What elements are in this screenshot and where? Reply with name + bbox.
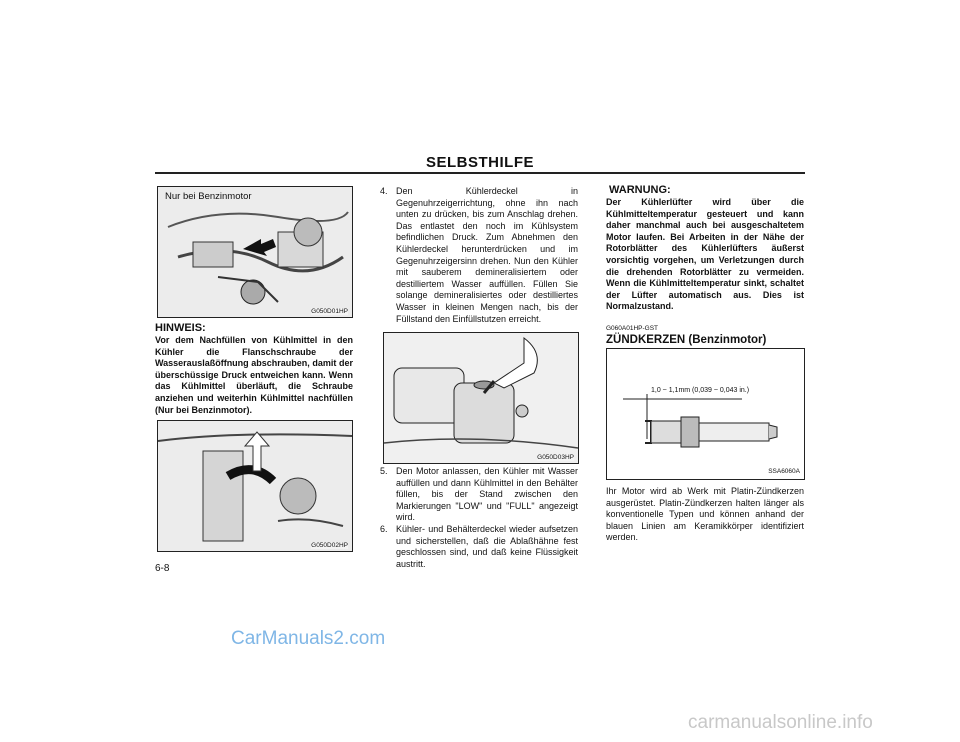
radiator-illustration (158, 421, 352, 551)
section-code: G060A01HP-GST (606, 325, 659, 332)
hinweis-title: HINWEIS: (155, 322, 206, 334)
figure-label: Nur bei Benzinmotor (165, 191, 252, 202)
figure-reservoir (383, 332, 579, 464)
header-rule (155, 172, 805, 174)
spark-plug-illustration (607, 349, 804, 479)
page-title: SELBSTHILFE (425, 154, 534, 171)
figure-spark-plug (606, 348, 805, 480)
figure-engine-bay (157, 186, 353, 318)
watermark-carmanuals: CarManuals2.com (231, 628, 386, 649)
hinweis-text: Vor dem Nachfüllen von Kühlmittel in den Kühler die Flanschschraube der Wasserauslaßöffnung abschrauben, damit der überschüssige Druck entweichen kann. Wenn das Kühlmittel überläuft, die Schraube anziehen und weiterhin Kühlmittel nachfüllen (Nur bei Benzinmotor). (155, 335, 353, 415)
watermark-online: carmanualsonline.info (688, 712, 873, 733)
spark-plug-text: Ihr Motor wird ab Werk mit Platin-Zündkerzen ausgerüstet. Platin-Zündkerzen halten länger als konventionelle Typen und können anhand der blauen Linien am Keramikkörper identifiziert werden. (606, 486, 804, 543)
figure-code: G050D02HP (311, 542, 348, 549)
step-number: 6. (380, 523, 388, 534)
step-text: Kühler- und Behälterdeckel wieder aufsetzen und sicherstellen, daß die Ablaßhähne fest geschlossen sind, und daß keine Flüssigkeit austritt. (396, 523, 578, 569)
page-number: 6-8 (155, 563, 170, 574)
section-title: ZÜNDKERZEN (Benzinmotor) (606, 334, 767, 346)
figure-radiator (157, 420, 353, 552)
step-4 (380, 186, 578, 325)
warnung-text: Der Kühlerlüfter wird über die Kühlmitteltemperatur gesteuert und kann daher manchmal auch bei ausgeschaltetem Motor laufen. Bei Arbeiten in der Nähe der Rotorblätter des Kühlerlüfters äußerst vorsichtig vorgehen, um Verletzungen durch die drehenden Rotorblätter zu vermeiden. Wenn die Kühlmitteltemperatur sinkt, schaltet der Lüfter automatisch aus. Dies ist Normalzustand. (606, 197, 804, 312)
figure-code: SSA6060A (768, 468, 800, 475)
reservoir-illustration (384, 333, 578, 463)
step-text: Den Kühlerdeckel in Gegenuhrzeigerrichtung, ohne ihn nach unten zu drücken, bis zum Anschlag drehen. Das entlastet den noch im Kühlsystem befindlichen Druck. Zum Abnehmen den Kühlerdeckel herunterdrücken und im Gegenuhrzeigersinn drehen. Nun den Kühler mit sauberem demineralisiertem oder destilliertem Wasser auffüllen. Füllen Sie solange demineralisiertes oder destilliertes Wasser in kleinen Mengen nach, bis der Füllstand den Einfüllstutzen erreicht. (396, 186, 578, 324)
figure-code: G050D03HP (537, 454, 574, 461)
steps-bottom (380, 466, 578, 570)
steps-top (380, 186, 578, 325)
engine-bay-illustration (158, 187, 352, 317)
gap-label: 1,0 ~ 1,1mm (0,039 ~ 0,043 in.) (651, 387, 750, 394)
step-number: 5. (380, 466, 388, 476)
step-number: 4. (380, 186, 388, 196)
figure-code: G050D01HP (311, 308, 348, 315)
step-5 (380, 466, 578, 524)
step-text: Den Motor anlassen, den Kühler mit Wasser auffüllen und dann Kühlmittel in den Behälter füllen, bis der Stand zwischen den Markierungen "LOW" und "FULL" angezeigt wird. (396, 466, 578, 523)
warnung-title: WARNUNG: (609, 184, 671, 196)
step-6 (380, 524, 578, 570)
